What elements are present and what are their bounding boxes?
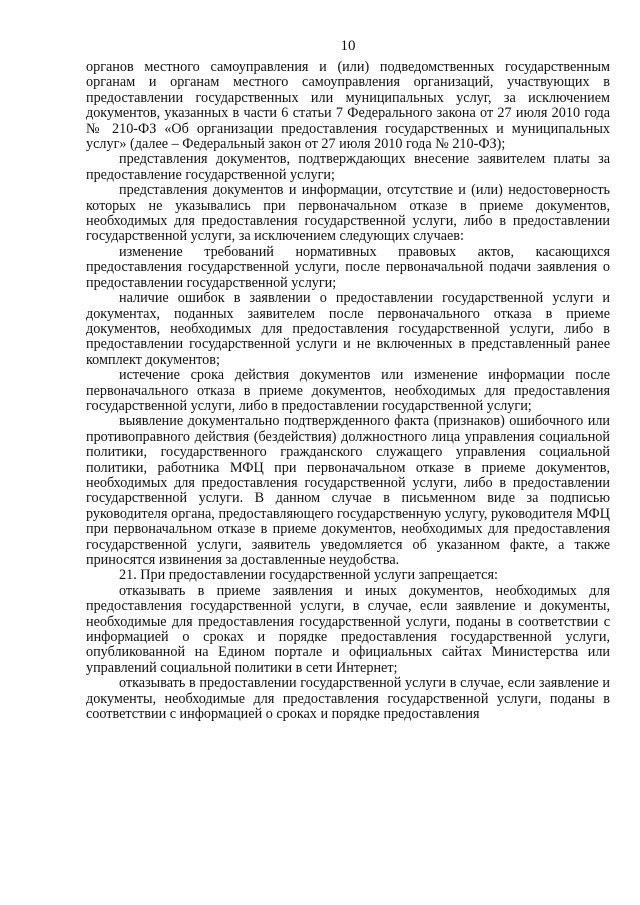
page-number: 10 bbox=[340, 38, 356, 54]
paragraph-application-errors: наличие ошибок в заявлении о предоставлении государственной услуги и документах, поданных заявителем после первоначального отказа в приеме документов, необходимых для предоставления государственной услуги, либо в предоставлении государственной услуги и не включенных в представленный ранее комплект документов; bbox=[86, 290, 610, 368]
paragraph-document-expiry: истечение срока действия документов или изменение информации после первоначального отказа в приеме документов, необходимых для предоставления государственной услуги, либо в предоставлении государственной услуги; bbox=[86, 367, 610, 414]
paragraph-refuse-service: отказывать в предоставлении государственной услуги в случае, если заявление и документы, необходимые для предоставления государственной услуги, поданы в соответствии с информацией о сроках и порядке предоставления bbox=[86, 675, 610, 723]
paragraph-payment-documents: представления документов, подтверждающих внесение заявителем платы за предоставление государственной услуги; bbox=[86, 151, 610, 183]
paragraph-continuation: органов местного самоуправления и (или) подведомственных государственным органам и органам местного самоуправления организаций, участвующих в предоставлении государственных или муниципальных услуг, за исключением документов, указанных в части 6 статьи 7 Федерального закона от 27 июля 2010 года № 210-ФЗ «Об организации предоставления государственных и муниципальных услуг» (далее – Федеральный закон от 27 июля 2010 года № 210-ФЗ); bbox=[86, 59, 610, 153]
paragraph-refuse-acceptance: отказывать в приеме заявления и иных документов, необходимых для предоставления государственной услуги, в случае, если заявление и документы, необходимые для предоставления государственной услуги, поданы в соответствии с информацией о сроках и порядке предоставления государственной услуги, опубликованной на Едином портале и официальных сайтах Министерства или управлений социальной политики в сети Интернет; bbox=[86, 582, 610, 676]
paragraph-section-21: 21. При предоставлении государственной услуги запрещается: bbox=[119, 567, 498, 584]
paragraph-official-misconduct: выявление документально подтвержденного факта (признаков) ошибочного или противоправного действия (бездействия) должностного лица управления социальной политики, государственного гражданского служащего управления социальной политики, работника МФЦ при первоначальном отказе в приеме документов, необходимых для предоставления государственной услуги, либо в предоставлении государственной услуги. В данном случае в письменном виде за подписью руководителя органа, предоставляющего государственную услугу, руководителя МФЦ при первоначальном отказе в приеме документов, необходимых для предоставления государственной услуги, заявитель уведомляется об указанном факте, а также приносятся извинения за доставленные неудобства. bbox=[86, 413, 610, 568]
paragraph-missing-information: представления документов и информации, отсутствие и (или) недостоверность которых не указывались при первоначальном отказе в приеме документов, необходимых для предоставления государственной услуги, либо в предоставлении государственной услуги, за исключением следующих случаев: bbox=[86, 182, 610, 245]
paragraph-requirements-change: изменение требований нормативных правовых актов, касающихся предоставления государственной услуги, после первоначальной подачи заявления о предоставлении государственной услуги; bbox=[86, 243, 610, 291]
body-text bbox=[86, 60, 610, 722]
